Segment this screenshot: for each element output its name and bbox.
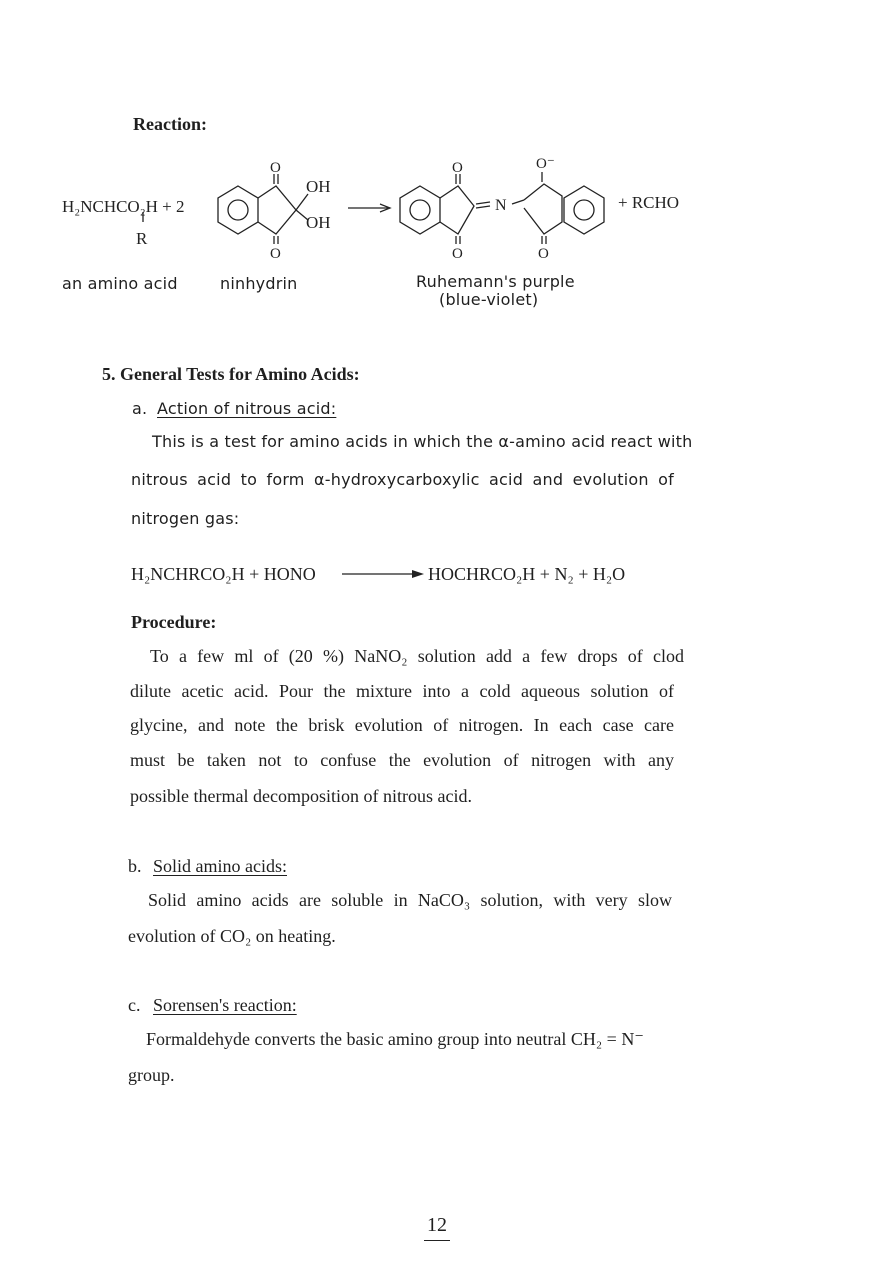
purple-o-minus: O⁻	[536, 156, 555, 172]
rcho-product: + RCHO	[618, 193, 680, 212]
page-number: 12	[424, 1214, 450, 1241]
equation-arrow	[342, 566, 426, 582]
ninhydrin-o-top: O	[270, 160, 281, 176]
purple-o-bottom-left: O	[452, 246, 463, 262]
ninhydrin-reaction-scheme	[50, 150, 700, 265]
subsection-b-marker: b.	[128, 856, 142, 876]
amino-acid-formula: H₂NCHCO₂H + 2	[62, 197, 185, 216]
label-blue-violet: (blue-violet)	[439, 290, 539, 309]
procedure-line: dilute acetic acid. Pour the mixture into a cold aqueous solution of	[130, 681, 674, 701]
paragraph-line: This is a test for amino acids in which the α-amino acid react with	[152, 432, 693, 451]
subsection-c-marker: c.	[128, 995, 141, 1015]
oh-top-label: OH	[306, 177, 331, 196]
procedure-line: To a few ml of (20 %) NaNO₂ solution add a few drops of clod	[150, 646, 684, 666]
subsection-a-marker: a.	[132, 399, 148, 418]
label-ruhemanns-purple: Ruhemann's purple	[416, 272, 575, 291]
subsection-a-title: Action of nitrous acid:	[157, 399, 337, 418]
subsection-b-title: Solid amino acids:	[153, 856, 287, 876]
procedure-line: glycine, and note the brisk evolution of nitrogen. In each case care	[130, 715, 674, 735]
nitrogen-label: N	[495, 197, 507, 214]
ninhydrin-benzene-ring	[218, 186, 258, 234]
label-amino-acid: an amino acid	[62, 274, 178, 293]
ninhydrin-five-ring	[258, 186, 296, 234]
procedure-line: possible thermal decomposition of nitrous acid.	[130, 786, 472, 806]
section-title: 5. General Tests for Amino Acids:	[102, 364, 360, 384]
equation-reactants: H₂NCHRCO₂H + HONO	[131, 564, 316, 584]
procedure-heading: Procedure:	[131, 612, 217, 632]
paragraph-line: Solid amino acids are soluble in NaCO₃ solution, with very slow	[148, 890, 672, 910]
subsection-c-title: Sorensen's reaction:	[153, 995, 297, 1015]
paragraph-line: nitrogen gas:	[131, 509, 240, 528]
paragraph-line: nitrous acid to form α-hydroxycarboxylic acid and evolution of	[131, 470, 674, 489]
purple-o-top: O	[452, 160, 463, 176]
paragraph-line: evolution of CO₂ on heating.	[128, 926, 336, 946]
procedure-line: must be taken not to confuse the evolution of nitrogen with any	[130, 750, 674, 770]
reaction-heading: Reaction:	[133, 114, 207, 134]
ninhydrin-o-bottom: O	[270, 246, 281, 262]
r-group-label: R	[136, 229, 148, 248]
label-ninhydrin: ninhydrin	[220, 274, 298, 293]
paragraph-line: Formaldehyde converts the basic amino group into neutral CH₂ = N⁻	[146, 1029, 644, 1049]
equation-products: HOCHRCO₂H + N₂ + H₂O	[428, 564, 626, 584]
oh-bottom-label: OH	[306, 213, 331, 232]
purple-o-bottom-right: O	[538, 246, 549, 262]
paragraph-line: group.	[128, 1065, 175, 1085]
